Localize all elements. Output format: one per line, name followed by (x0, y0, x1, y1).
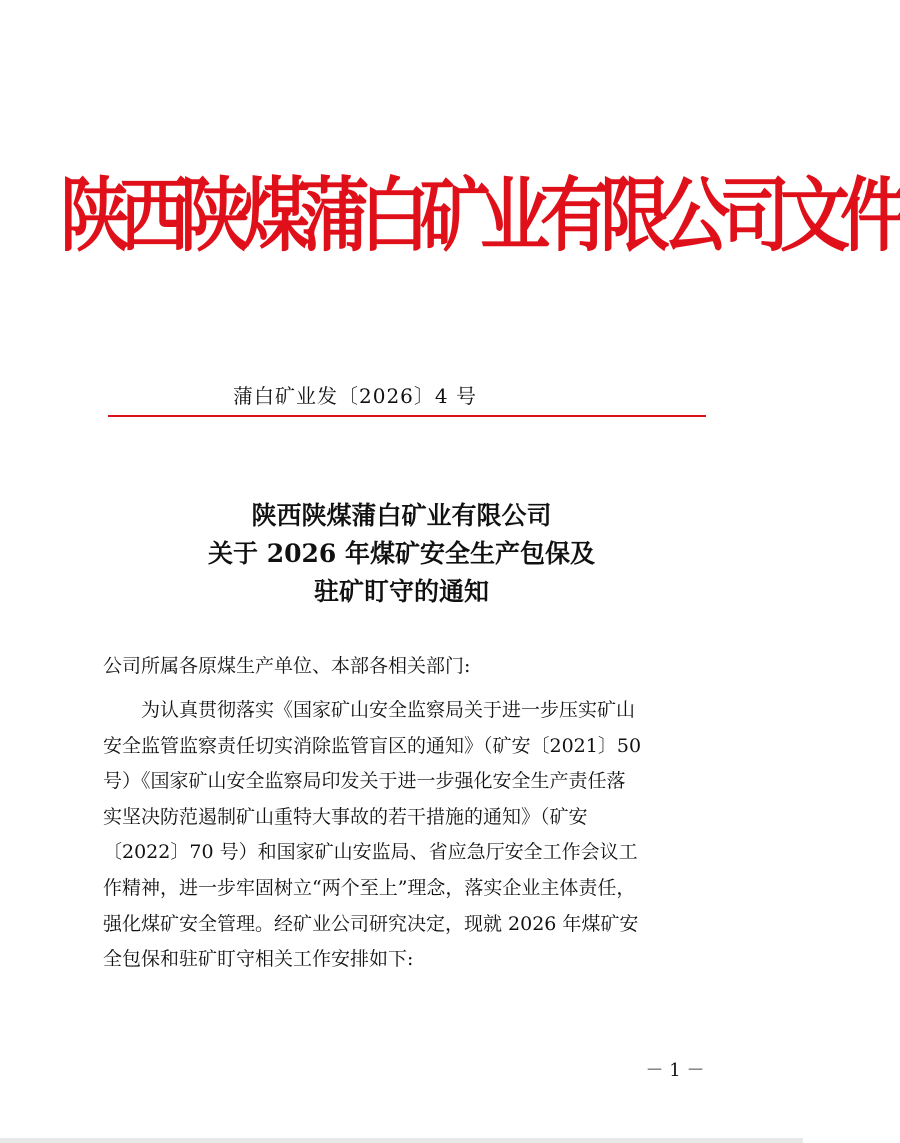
notice-title (60, 497, 743, 611)
paragraph-line: 安全监管监察责任切实消除监管盲区的通知》（矿安〔2021〕50 (103, 734, 642, 757)
header-red-rule (108, 415, 706, 417)
document-header-title: 陕西陕煤蒲白矿业有限公司文件 (60, 168, 900, 264)
paragraph-line: 实坚决防范遏制矿山重特大事故的若干措施的通知》（矿安 (103, 805, 588, 828)
page-bottom-edge (0, 1138, 803, 1143)
paragraph-line: 号）《国家矿山安全监察局印发关于进一步强化安全生产责任落 (103, 770, 626, 793)
body-paragraph (103, 693, 708, 978)
paragraph-line: 作精神，进一步牢固树立“两个至上”理念，落实企业主体责任， (103, 876, 636, 899)
paragraph-line: 〔2022〕70 号）和国家矿山安监局、省应急厅安全工作会议工 (103, 841, 638, 864)
salutation: 公司所属各原煤生产单位、本部各相关部门: (103, 655, 471, 677)
notice-title-line: 陕西陕煤蒲白矿业有限公司 (251, 501, 552, 530)
paragraph-line: 全包保和驻矿盯守相关工作安排如下: (103, 948, 414, 971)
notice-title-line: 关于 2026 年煤矿安全生产包保及 (208, 539, 595, 568)
paragraph-line: 强化煤矿安全管理。经矿业公司研究决定，现就 2026 年煤矿安 (103, 912, 639, 935)
document-number: 蒲白矿业发〔2026〕4 号 (233, 384, 477, 408)
paragraph-line: 为认真贯彻落实《国家矿山安全监察局关于进一步压实矿山 (103, 699, 636, 721)
page-number: － 1 － (645, 1060, 705, 1081)
notice-title-line: 驻矿盯守的通知 (313, 577, 489, 606)
